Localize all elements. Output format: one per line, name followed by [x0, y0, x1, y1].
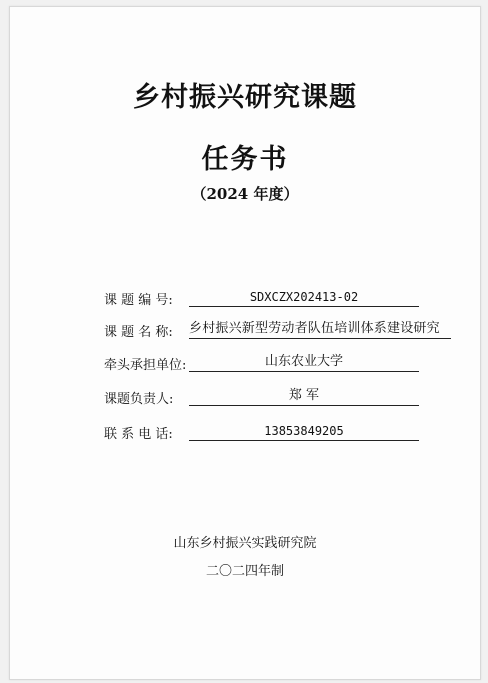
field-label-person: 课题负责人:	[104, 392, 174, 407]
field-label-unit: 牵头承担单位:	[104, 358, 187, 373]
field-value-name: 乡村振兴新型劳动者队伍培训体系建设研究	[189, 320, 451, 339]
document-page	[9, 6, 481, 680]
field-label-name: 课 题 名 称:	[104, 325, 173, 340]
document-title: 乡村振兴研究课题	[133, 82, 357, 113]
document-year: （2024 年度）	[191, 185, 299, 203]
field-value-phone: 13853849205	[189, 422, 419, 441]
field-value-unit: 山东农业大学	[189, 353, 419, 372]
field-value-code: SDXCZX202413-02	[189, 288, 419, 307]
field-label-phone: 联 系 电 话:	[104, 427, 173, 442]
field-value-person: 郑 军	[189, 387, 419, 406]
field-label-code: 课 题 编 号:	[104, 293, 173, 308]
footer-organization: 山东乡村振兴实践研究院	[173, 536, 317, 551]
document-subtitle: 任务书	[201, 144, 289, 175]
footer-date: 二〇二四年制	[205, 564, 284, 579]
